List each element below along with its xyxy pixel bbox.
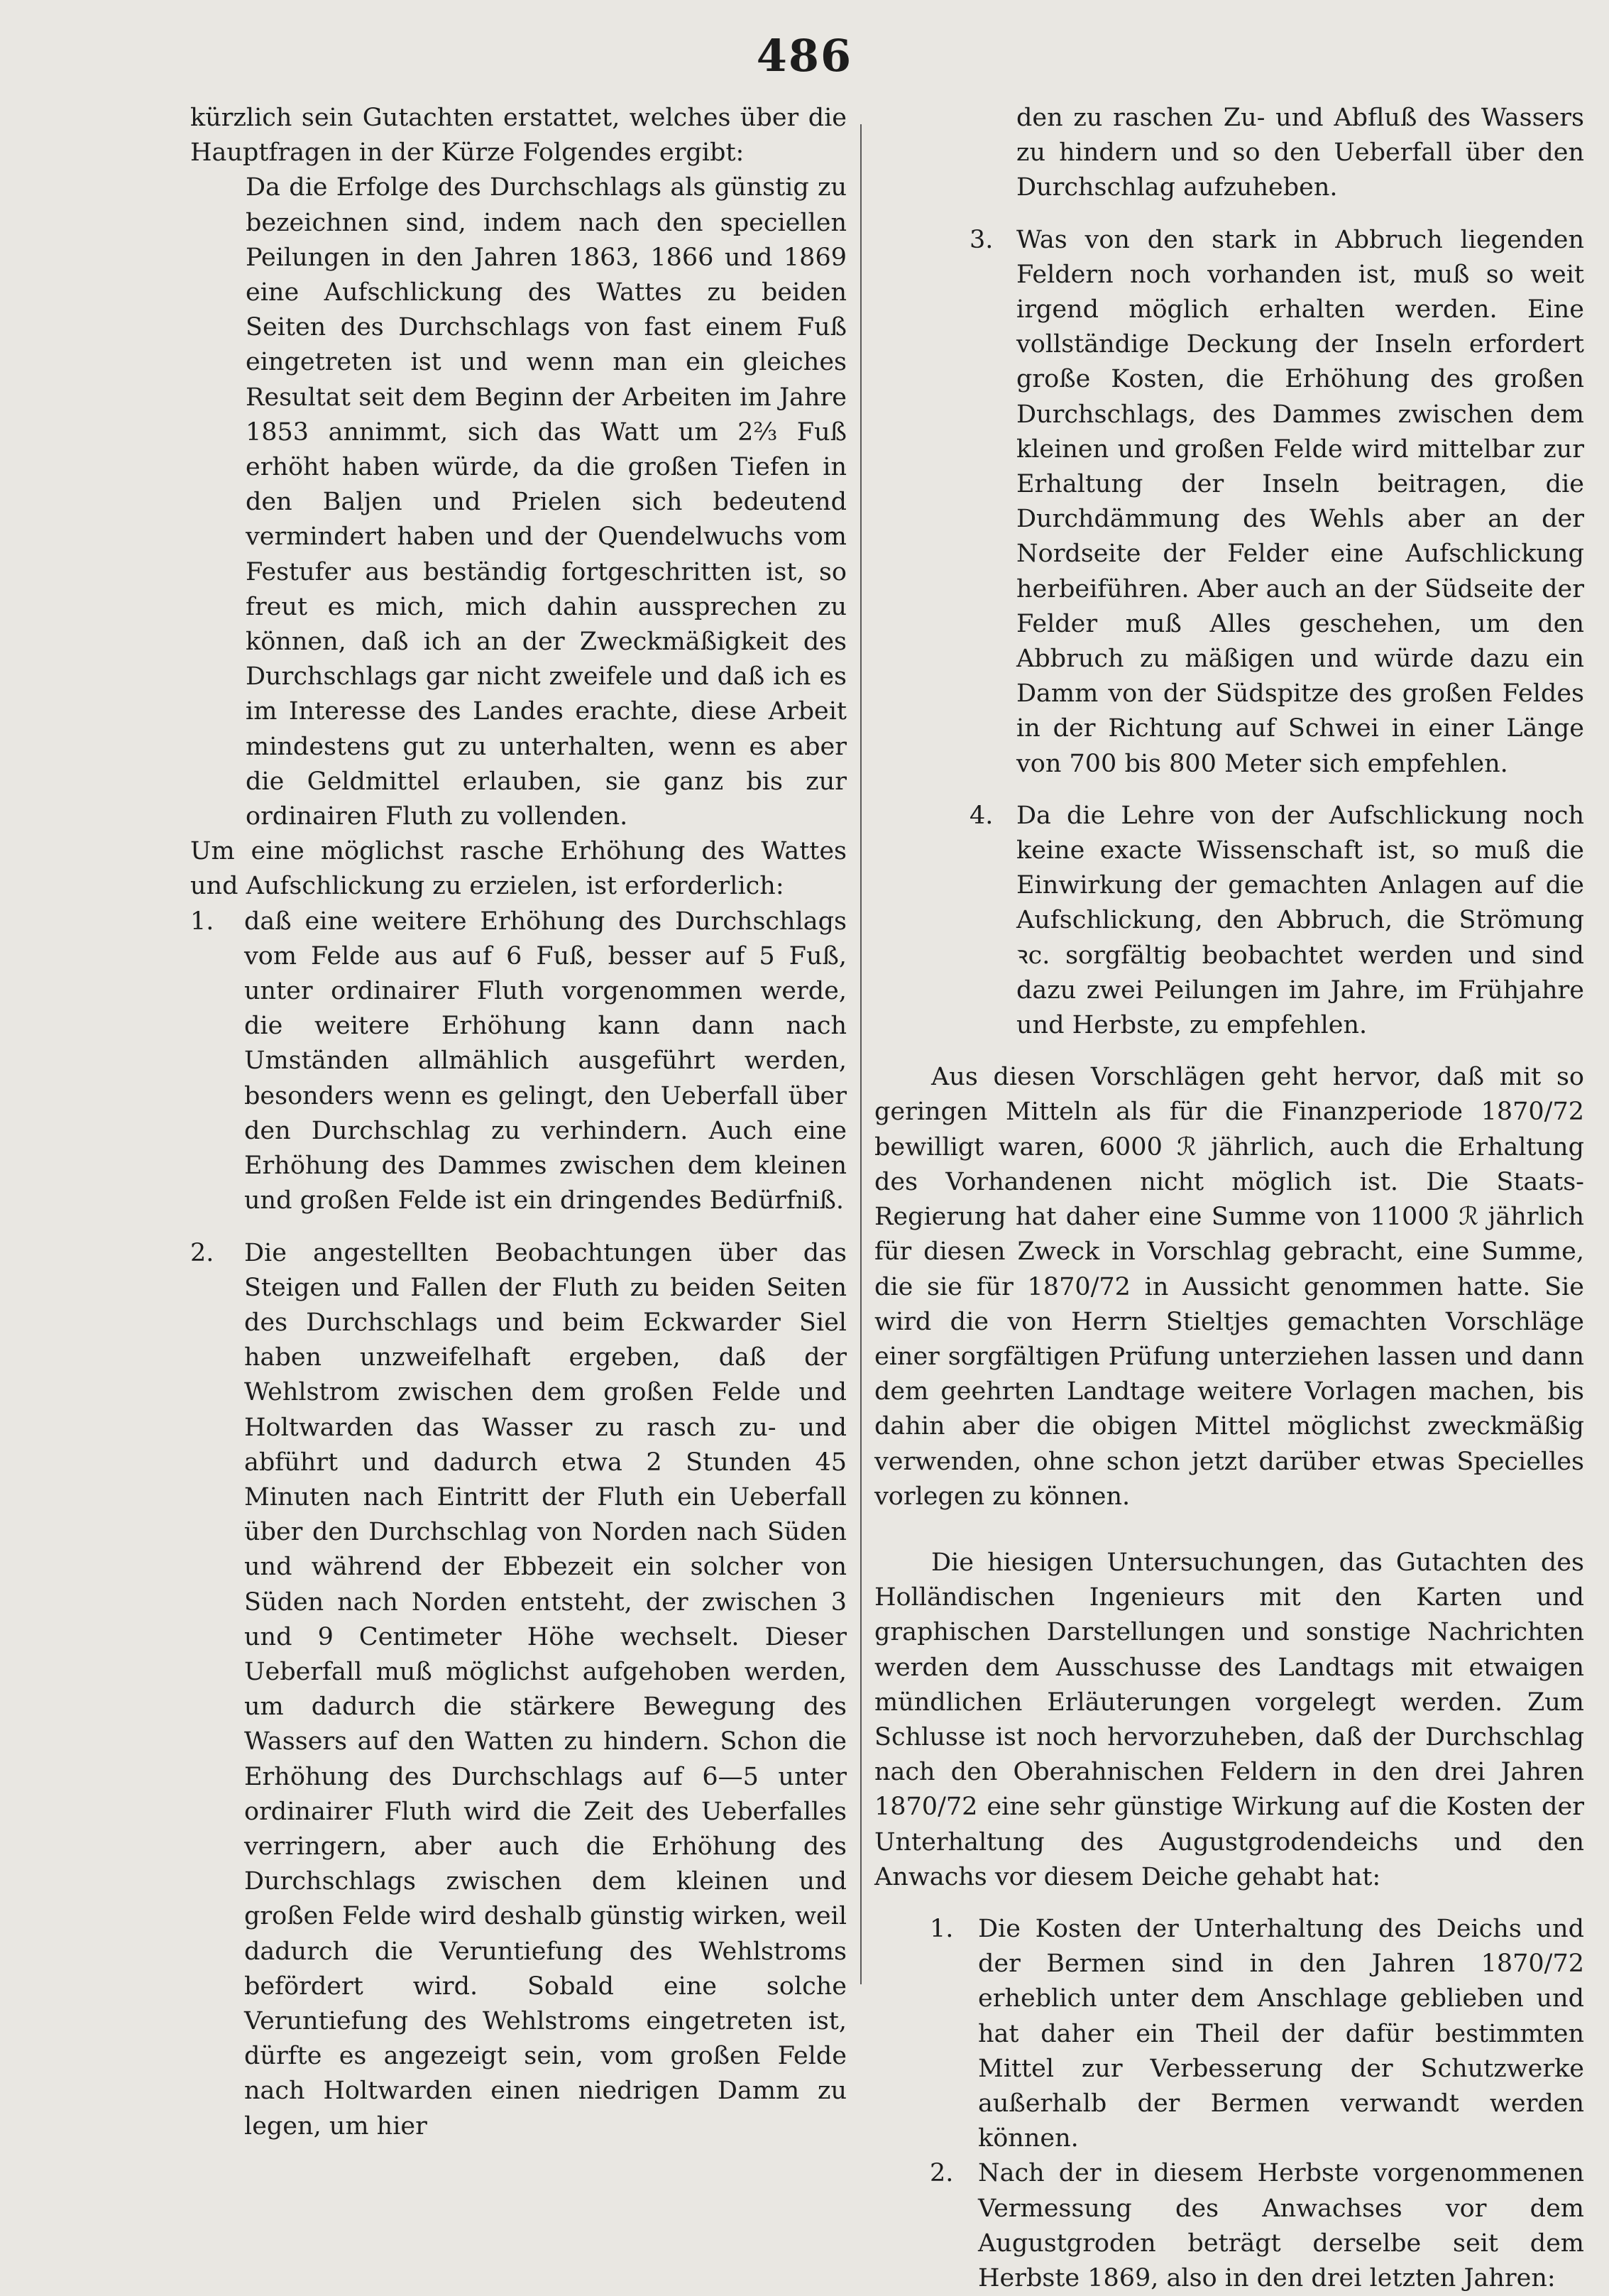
list-item-number: 4. bbox=[970, 801, 994, 830]
quoted-opinion: Da die Erfolge des Durchschlags als günstig zu bezeichnen sind, indem nach den speciellen Peilungen in den Jahren 1863, 1866 und 1869 eine Aufschlickung des Wattes zu beiden Seiten des Durchschlags von fast einem Fuß eingetreten ist und wenn man ein gleiches Resultat seit dem Beginn der Arbeiten im Jahre 1853 annimmt, sich das Watt um 2⅔ Fuß erhöht haben würde, da die großen Tiefen in den Baljen und Prielen sich bedeutend vermindert haben und der Quendelwuchs vom Festufer aus beständig fortgeschritten ist, so freut es mich, mich dahin aussprechen zu können, daß ich an der Zweckmäßigkeit des Durchschlags gar nicht zweifele und daß ich es im Interesse des Landes erachte, diese Arbeit mindestens gut zu unterhalten, wenn es aber die Geldmittel erlauben, sie ganz bis zur ordinairen Fluth zu vollenden. bbox=[246, 173, 847, 831]
list-item bbox=[930, 2156, 1584, 2296]
column-divider bbox=[860, 124, 862, 1984]
list-item bbox=[970, 799, 1584, 1043]
effects-list bbox=[874, 1912, 1584, 2296]
right-column bbox=[874, 101, 1584, 2296]
requirements-list bbox=[190, 904, 847, 2144]
list-item-number: 2. bbox=[190, 1238, 214, 1267]
list-item-number: 2. bbox=[930, 2159, 954, 2188]
list-item-number: 1. bbox=[930, 1914, 954, 1943]
budget-paragraph: Aus diesen Vorschlägen geht hervor, daß mit so geringen Mitteln als für die Finanzperiode 1870/72 bewilligt waren, 6000 ℛ jährlich, auch die Erhaltung des Vorhandenen nicht möglich ist. Die Staats-Regierung hat daher eine Summe von 11000 ℛ jährlich für diesen Zweck in Vorschlag gebracht, eine Summe, die sie für 1870/72 in Aussicht genommen hatte. Sie wird die von Herrn Stieltjes gemachten Vorschläge einer sorgfältigen Prüfung unterziehen lassen und dann dem geehrten Landtage weitere Vorlagen machen, bis dahin aber die obigen Mittel möglichst zweckmäßig verwenden, ohne schon jetzt darüber etwas Specielles vorlegen zu können. bbox=[874, 1063, 1584, 1511]
page-number: 486 bbox=[756, 30, 853, 82]
requirements-list-continued bbox=[874, 223, 1584, 1044]
list-item bbox=[190, 904, 847, 1219]
list-item-text: Da die Lehre von der Aufschlickung noch keine exacte Wissenschaft ist, so muß die Einwirkung der gemachten Anlagen auf die Aufschlickung, den Abbruch, die Strömung ꝛc. sorgfältig beobachtet werden und sind dazu zwei Peilungen im Jahre, im Frühjahre und Herbste, zu empfehlen. bbox=[1016, 801, 1584, 1040]
list-item bbox=[930, 1912, 1584, 2156]
left-column bbox=[190, 101, 847, 2144]
continuation-text: den zu raschen Zu- und Abfluß des Wassers zu hindern und so den Ueberfall über den Durchschlag aufzuheben. bbox=[1016, 104, 1584, 202]
list-item-text: Die Kosten der Unterhaltung des Deichs und der Bermen sind in den Jahren 1870/72 erheblich unter dem Anschlage geblieben und hat daher ein Theil der dafür bestimmten Mittel zur Verbesserung der Schutzwerke außerhalb der Bermen verwandt werden können. bbox=[978, 1914, 1584, 2153]
list-item-number: 3. bbox=[970, 225, 994, 254]
list-item-number: 1. bbox=[190, 907, 214, 936]
list-item-text: Was von den stark in Abbruch liegenden Feldern noch vorhanden ist, muß so weit irgend möglich erhalten werden. Eine vollständige Deckung der Inseln erfordert große Kosten, die Erhöhung des großen Durchschlags, des Dammes zwischen dem kleinen und großen Felde wird mittelbar zur Erhaltung der Inseln beitragen, die Durchdämmung des Wehls aber an der Nordseite der Felder eine Aufschlickung herbeiführen. Aber auch an der Südseite der Felder muß Alles geschehen, um den Abbruch zu mäßigen und würde dazu ein Damm von der Südspitze des großen Feldes in der Richtung auf Schwei in einer Länge von 700 bis 800 Meter sich empfehlen. bbox=[1016, 225, 1584, 778]
list-item bbox=[190, 1236, 847, 2144]
investigations-paragraph: Die hiesigen Untersuchungen, das Gutachten des Holländischen Ingenieurs mit den Karten und graphischen Darstellungen und sonstige Nachrichten werden dem Ausschusse des Landtags mit etwaigen mündlichen Erläuterungen vorgelegt werden. Zum Schlusse ist noch hervorzuheben, daß der Durchschlag nach den Oberahnischen Feldern in den drei Jahren 1870/72 eine sehr günstige Wirkung auf die Kosten der Unterhaltung des Augustgrodendeichs und den Anwachs vor diesem Deiche gehabt hat: bbox=[874, 1548, 1584, 1891]
list-item-text: Nach der in diesem Herbste vorgenommenen Vermessung des Anwachses vor dem Augustgroden beträgt derselbe seit dem Herbste 1869, also in den drei letzten Jahren: bbox=[978, 2159, 1584, 2292]
intro-paragraph: kürzlich sein Gutachten erstattet, welches über die Hauptfragen in der Kürze Folgendes ergibt: bbox=[190, 104, 847, 168]
list-item-text: daß eine weitere Erhöhung des Durchschlags vom Felde aus auf 6 Fuß, besser auf 5 Fuß, unter ordinairer Fluth vorgenommen werde, die weitere Erhöhung kann dann nach Umständen allmählich ausgeführt werden, besonders wenn es gelingt, den Ueberfall über den Durchschlag zu verhindern. Auch eine Erhöhung des Dammes zwischen dem kleinen und großen Felde ist ein dringendes Bedürfniß. bbox=[244, 907, 847, 1215]
list-item bbox=[970, 223, 1584, 782]
requirements-lead: Um eine möglichst rasche Erhöhung des Wattes und Aufschlickung zu erzielen, ist erforderlich: bbox=[190, 837, 847, 901]
list-item-text: Die angestellten Beobachtungen über das Steigen und Fallen der Fluth zu beiden Seiten des Durchschlags und beim Eckwarder Siel haben unzweifelhaft ergeben, daß der Wehlstrom zwischen dem großen Felde und Holtwarden das Wasser zu rasch zu- und abführt und dadurch etwa 2 Stunden 45 Minuten nach Eintritt der Fluth ein Ueberfall über den Durchschlag von Norden nach Süden und während der Ebbezeit ein solcher von Süden nach Norden entsteht, der zwischen 3 und 9 Centimeter Höhe wechselt. Dieser Ueberfall muß möglichst aufgehoben werden, um dadurch die stärkere Bewegung des Wassers auf den Watten zu hindern. Schon die Erhöhung des Durchschlags auf 6—5 unter ordinairer Fluth wird die Zeit des Ueberfalles verringern, aber auch die Erhöhung des Durchschlags zwischen dem kleinen und großen Felde wird deshalb günstig wirken, weil dadurch die Veruntiefung des Wehlstroms befördert wird. Sobald eine solche Veruntiefung des Wehlstroms eingetreten ist, dürfte es angezeigt sein, vom großen Felde nach Holtwarden einen niedrigen Damm zu legen, um hier bbox=[244, 1238, 847, 2141]
